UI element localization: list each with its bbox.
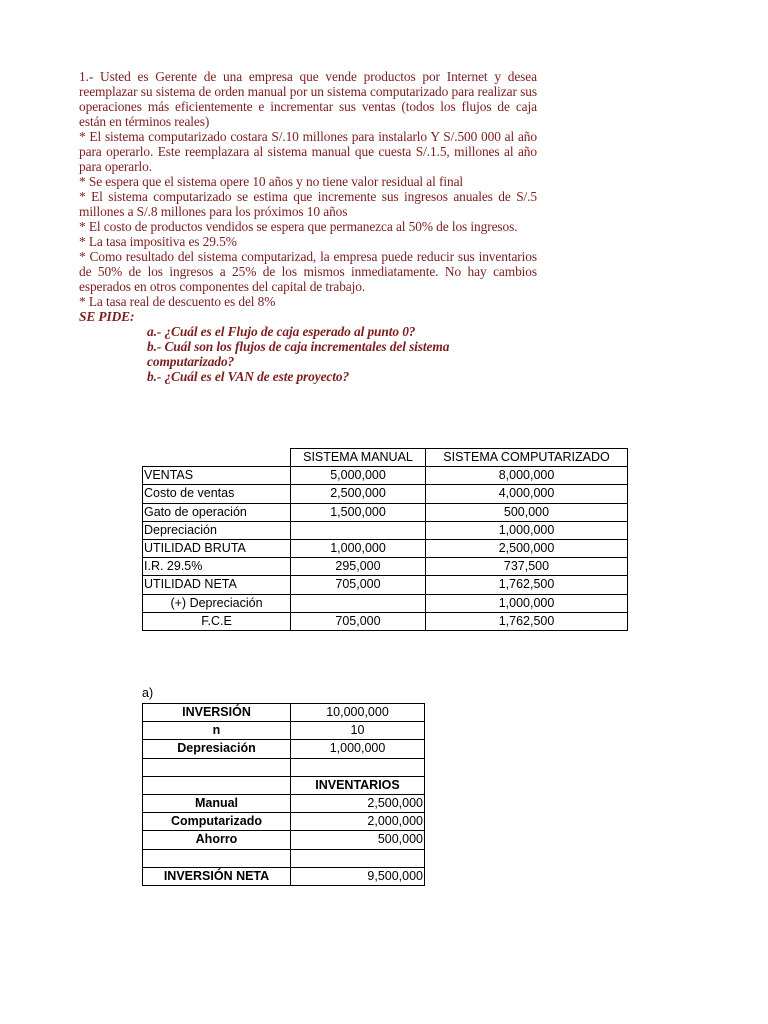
table-row	[143, 722, 425, 740]
question: b.- Cuál son los flujos de caja incrementales del sistema computarizado?	[147, 339, 450, 369]
table-row	[143, 467, 628, 485]
cell-manual: 1,500,000	[291, 503, 426, 521]
row-label: UTILIDAD BRUTA	[143, 539, 291, 557]
cell-computarizado: 1,000,000	[426, 521, 628, 539]
problem-bullet: * Se espera que el sistema opere 10 años y no tiene valor residual al final	[79, 174, 464, 189]
cell-computarizado: 8,000,000	[426, 467, 628, 485]
cell-computarizado: 737,500	[426, 558, 628, 576]
cell-manual: 705,000	[291, 576, 426, 594]
row-value: 2,000,000	[291, 813, 425, 831]
row-label: UTILIDAD NETA	[143, 576, 291, 594]
row-value: 1,000,000	[291, 740, 425, 758]
row-label	[143, 776, 291, 794]
cell-computarizado: 1,762,500	[426, 612, 628, 630]
cell-manual	[291, 594, 426, 612]
table-row	[143, 794, 425, 812]
problem-intro: 1.- Usted es Gerente de una empresa que vende productos por Internet y desea reemplazar su sistema de orden manual por un sistema computarizado para realizar sus operaciones más eficientemente e incrementar sus ventas (todos los flujos de caja están en términos reales)	[79, 69, 537, 129]
table-row	[143, 758, 425, 776]
row-label: F.C.E	[143, 612, 291, 630]
row-label: Costo de ventas	[143, 485, 291, 503]
row-label: Manual	[143, 794, 291, 812]
row-label	[143, 758, 291, 776]
cell-manual: 5,000,000	[291, 467, 426, 485]
question: b.- ¿Cuál es el VAN de este proyecto?	[147, 369, 350, 384]
table-row	[143, 558, 628, 576]
section-a-label: a)	[142, 686, 154, 700]
problem-bullet: * La tasa impositiva es 29.5%	[79, 234, 237, 249]
table-row	[143, 813, 425, 831]
row-label: Computarizado	[143, 813, 291, 831]
table-row	[143, 849, 425, 867]
row-label: (+) Depreciación	[143, 594, 291, 612]
cell-manual: 1,000,000	[291, 539, 426, 557]
table-row	[143, 612, 628, 630]
table-row	[143, 831, 425, 849]
row-label: Gato de operación	[143, 503, 291, 521]
table-header-blank	[143, 449, 291, 467]
row-value: 9,500,000	[291, 867, 425, 885]
table-header-computarizado: SISTEMA COMPUTARIZADO	[426, 449, 628, 467]
problem-bullet: * El sistema computarizado costara S/.10 millones para instalarlo Y S/.500 000 al año para operarlo. Este reemplazara al sistema manual que cuesta S/.1.5, millones al año para operarlo.	[79, 129, 537, 174]
table-row	[143, 740, 425, 758]
row-label: INVERSIÓN NETA	[143, 867, 291, 885]
table-header-manual: SISTEMA MANUAL	[291, 449, 426, 467]
table-row	[143, 576, 628, 594]
cell-computarizado: 4,000,000	[426, 485, 628, 503]
row-label: Depreciación	[143, 521, 291, 539]
comparison-table	[142, 448, 628, 631]
investment-table	[142, 703, 425, 886]
se-pide-heading: SE PIDE:	[79, 309, 135, 324]
row-value: 2,500,000	[291, 794, 425, 812]
cell-manual: 705,000	[291, 612, 426, 630]
row-label	[143, 849, 291, 867]
table-row	[143, 867, 425, 885]
table-header-row	[143, 449, 628, 467]
row-label: Depresiación	[143, 740, 291, 758]
cell-computarizado: 500,000	[426, 503, 628, 521]
table-row	[143, 594, 628, 612]
inventarios-header: INVENTARIOS	[291, 776, 425, 794]
table-row	[143, 704, 425, 722]
table-row	[143, 776, 425, 794]
row-value: 10,000,000	[291, 704, 425, 722]
problem-bullet: * La tasa real de descuento es del 8%	[79, 294, 276, 309]
table-row	[143, 521, 628, 539]
problem-bullet: * Como resultado del sistema computarizad, la empresa puede reducir sus inventarios de 50% de los ingresos a 25% de los mismos inmediatamente. No hay cambios esperados en otros componentes del capital de trabajo.	[79, 249, 537, 294]
cell-computarizado: 2,500,000	[426, 539, 628, 557]
cell-computarizado: 1,762,500	[426, 576, 628, 594]
table-row	[143, 539, 628, 557]
row-label: VENTAS	[143, 467, 291, 485]
cell-computarizado: 1,000,000	[426, 594, 628, 612]
row-value	[291, 758, 425, 776]
row-label: n	[143, 722, 291, 740]
cell-manual: 2,500,000	[291, 485, 426, 503]
cell-manual: 295,000	[291, 558, 426, 576]
table-row	[143, 503, 628, 521]
problem-bullet: * El sistema computarizado se estima que incremente sus ingresos anuales de S/.5 millones a S/.8 millones para los próximos 10 años	[79, 189, 537, 219]
row-value	[291, 849, 425, 867]
cell-manual	[291, 521, 426, 539]
problem-bullet: * El costo de productos vendidos se espera que permanezca al 50% de los ingresos.	[79, 219, 518, 234]
table-row	[143, 485, 628, 503]
problem-statement	[79, 69, 537, 384]
question: a.- ¿Cuál es el Flujo de caja esperado al punto 0?	[147, 324, 416, 339]
row-label: INVERSIÓN	[143, 704, 291, 722]
row-label: Ahorro	[143, 831, 291, 849]
row-value: 500,000	[291, 831, 425, 849]
row-value: 10	[291, 722, 425, 740]
row-label: I.R. 29.5%	[143, 558, 291, 576]
